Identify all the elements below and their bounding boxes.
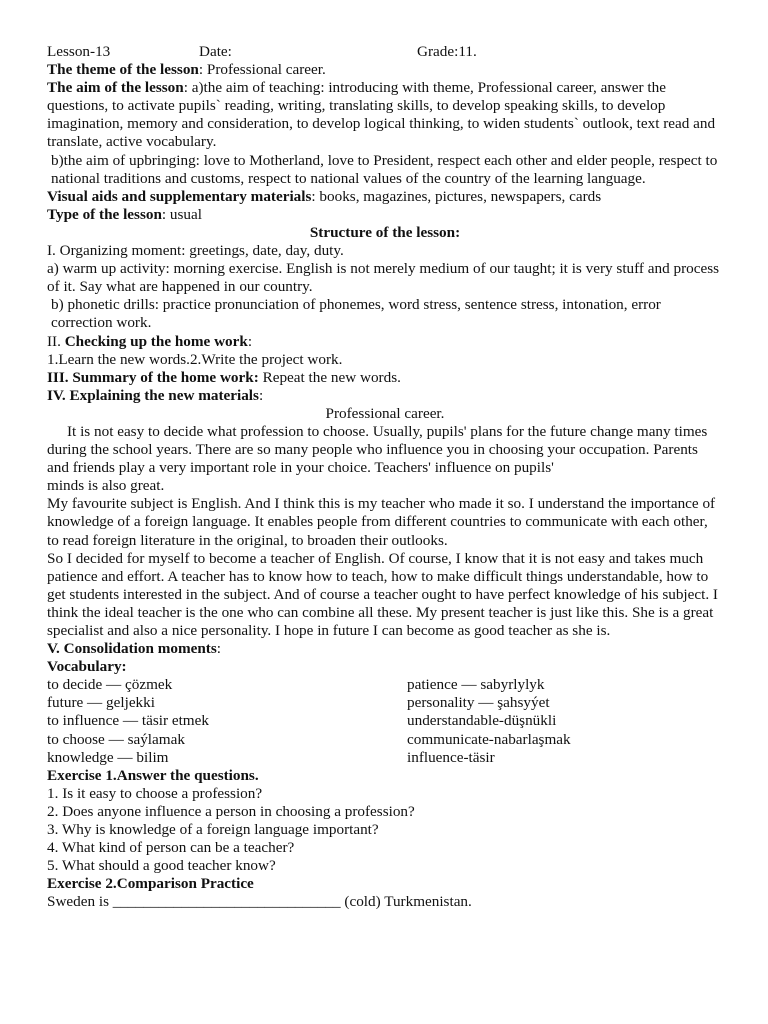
vocab-item: understandable-düşnükli	[407, 712, 557, 730]
question-item: 1. Is it easy to choose a profession?	[47, 784, 263, 802]
consolidation-suffix: :	[216, 640, 221, 658]
exercise-2-sentence: Sweden is ______________________________ (cold) Turkmenistan.	[47, 893, 472, 911]
visual-aids-text: : books, magazines, pictures, newspapers, cards	[311, 187, 602, 205]
exercise-2-heading	[47, 875, 723, 893]
consolidation-label: V. Consolidation moments	[47, 640, 217, 658]
aim-label: The aim of the lesson	[47, 79, 184, 97]
summary-label: III. Summary of the home work:	[47, 368, 259, 386]
lesson-number: Lesson-13	[47, 43, 111, 60]
structure-heading	[47, 224, 723, 242]
aim-upbringing: b)the aim of upbringing: love to Motherland, love to President, respect each other and elder people, respect to national traditions and customs, respect to national values of the country of the learning language.	[51, 151, 718, 187]
theme-label: The theme of the lesson	[47, 61, 199, 79]
text-title: Professional career.	[325, 404, 445, 422]
grade-label: Grade:11.	[417, 43, 477, 60]
checking-heading	[47, 333, 723, 351]
header-row	[47, 43, 723, 61]
explaining-label: IV. Explaining the new materials	[47, 386, 259, 404]
vocab-item: influence-täsir	[407, 748, 495, 766]
vocab-item: communicate-nabarlaşmak	[407, 730, 571, 748]
text-paragraph-3: So I decided for myself to become a teacher of English. Of course, I know that it is not easy and takes much patience and effort. A teacher has to know how to teach, how to make difficult things understandable, how to get students interested in the subject. And of course a teacher ought to have perfect knowledge of his subject. I think the ideal teacher is the one who can combine all these. My present teacher is just like this. She is a great specialist and also a nice personality. I hope in future I can become as good teacher as she is.	[47, 549, 718, 639]
explaining-suffix: :	[258, 386, 264, 404]
explaining-heading	[47, 387, 723, 405]
organizing-moment: I. Organizing moment: greetings, date, day, duty.	[47, 242, 344, 260]
question-item: 2. Does anyone influence a person in choosing a profession?	[47, 802, 415, 820]
text-paragraph-1-end: minds is also great.	[47, 477, 165, 495]
lesson-type-label: Type of the lesson	[47, 205, 162, 223]
checking-label: Checking up the home work	[64, 332, 248, 350]
vocab-item: to choose — saýlamak	[47, 730, 185, 748]
question-item: 3. Why is knowledge of a foreign language important?	[47, 821, 379, 839]
exercise-2-title: Exercise 2.Comparison Practice	[47, 875, 254, 893]
theme-text: : Professional career.	[198, 61, 326, 79]
date-label: Date:	[199, 43, 232, 60]
structure-title: Structure of the lesson:	[309, 223, 461, 241]
warm-up-activity: a) warm up activity: morning exercise. English is not merely medium of our taught; it is very stuff and process of it. Say what are happened in our country.	[47, 260, 720, 296]
lesson-type-line	[47, 206, 723, 224]
home-work-tasks: 1.Learn the new words.2.Write the project work.	[47, 350, 343, 368]
aim-teaching-text: : a)the aim of teaching: introducing with theme, Professional career, answer the questions, to activate pupils` reading, writing, translating skills, to develop speaking skills, to develop imagination, memory and consideration, to develop logical thinking, to widen students` outlook, text read and translate, active vocabulary.	[47, 79, 716, 151]
summary-text: Repeat the new words.	[258, 368, 401, 386]
vocabulary-column-left	[47, 676, 407, 766]
vocab-item: knowledge — bilim	[47, 748, 169, 766]
vocab-item: personality — şahsyýet	[407, 694, 550, 712]
question-item: 4. What kind of person can be a teacher?	[47, 839, 295, 857]
vocab-item: to decide — çözmek	[47, 676, 173, 694]
visual-aids-line	[47, 188, 723, 206]
vocabulary-title: Vocabulary:	[47, 658, 127, 676]
question-item: 5. What should a good teacher know?	[47, 857, 276, 875]
checking-suffix: :	[247, 332, 253, 350]
visual-aids-label: Visual aids and supplementary materials	[47, 187, 312, 205]
exercise-1-title: Exercise 1.Answer the questions.	[47, 766, 259, 784]
checking-prefix: II.	[47, 332, 65, 350]
phonetic-drills: b) phonetic drills: practice pronunciation of phonemes, word stress, sentence stress, intonation, error correction work.	[51, 296, 661, 332]
lesson-type-text: : usual	[161, 205, 202, 223]
theme-line	[47, 61, 723, 79]
vocabulary-heading	[47, 658, 723, 676]
text-paragraph-1: It is not easy to decide what profession to choose. Usually, pupils' plans for the future change many times during the school years. There are so many people who influence you in choosing your occupation. Parents and friends play a very important role in your choice. Teachers' influence on pupils'	[47, 422, 708, 477]
exercise-1-heading	[47, 767, 723, 785]
vocabulary-column-right	[407, 676, 723, 766]
summary-line	[47, 369, 723, 387]
aim-teaching	[47, 79, 723, 151]
consolidation-heading	[47, 640, 723, 658]
vocab-item: to influence — täsir etmek	[47, 712, 209, 730]
vocab-item: future — geljekki	[47, 694, 155, 712]
vocab-item: patience — sabyrlylyk	[407, 676, 545, 694]
lesson-plan-document	[47, 43, 723, 912]
vocabulary-list	[47, 676, 723, 766]
text-paragraph-2: My favourite subject is English. And I think this is my teacher who made it so. I understand the importance of knowledge of a foreign language. It enables people from different countries to communicate with each other, to read foreign literature in the original, to broaden their outlooks.	[47, 495, 716, 549]
